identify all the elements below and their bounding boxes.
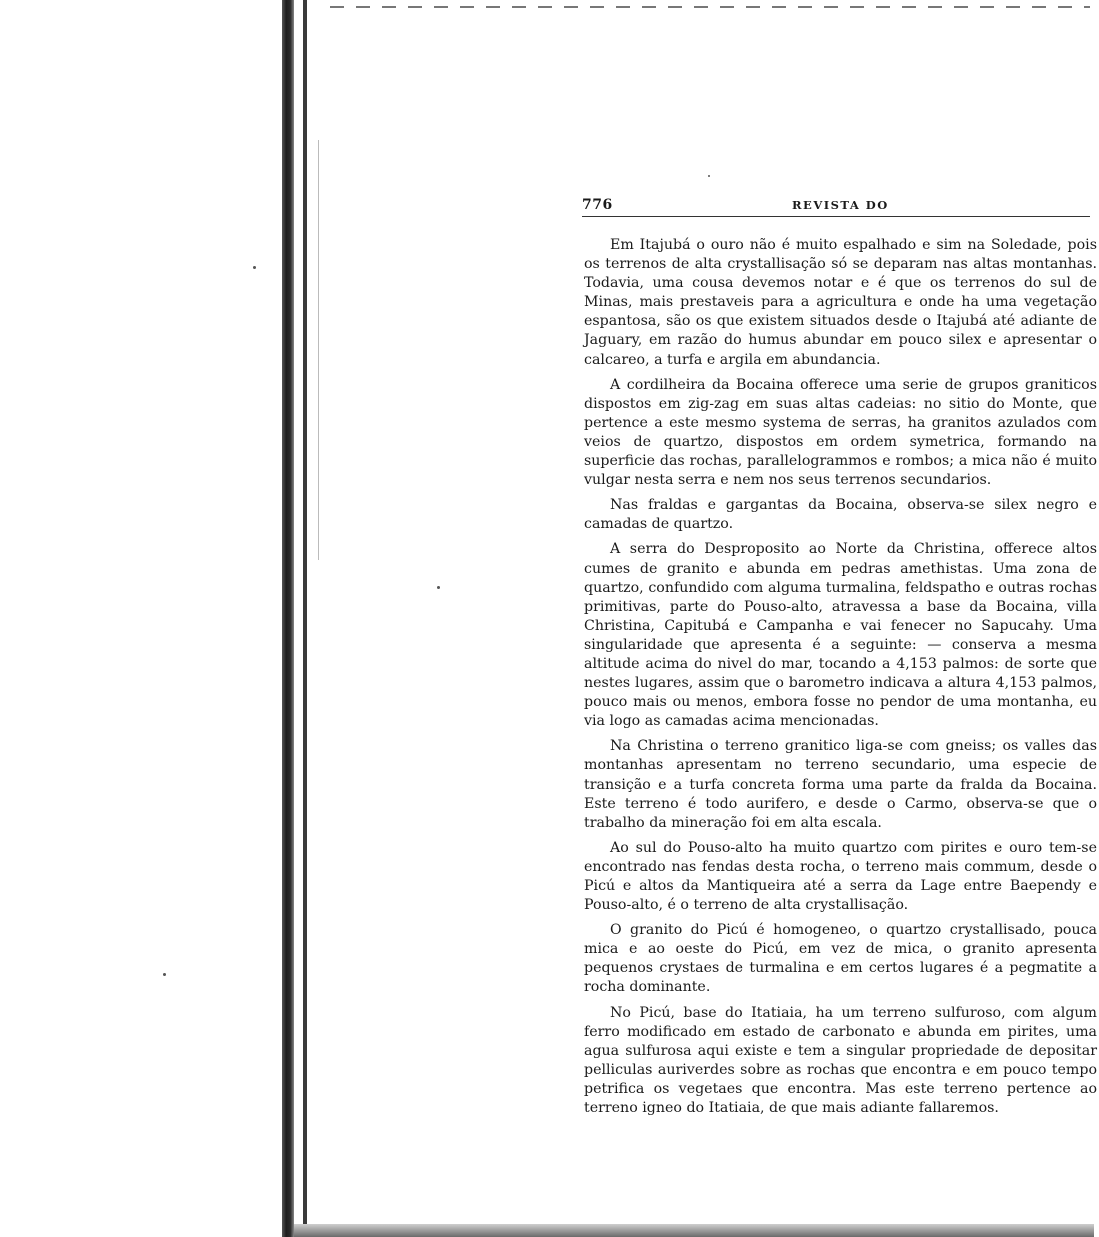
paragraph-bocaina: A cordilheira da Bocaina offerece uma serie de grupos graniticos dispostos em zig-zag em suas altas cadeias: no sitio do Monte, que pertence a este mesmo systema de serras, ha granitos azulados com veios de quartzo, dispostos em ordem symetrica, formando na superficie das rochas, parallelogrammos e rombos; a mica não é muito vulgar nesta serra e nem nos seus terrenos secundarios. [584,376,1097,489]
gutter-faint-line [318,140,319,560]
book-gutter [282,0,294,1237]
header-rule [582,216,1090,217]
running-head [582,197,1090,215]
scan-speck [163,973,166,976]
paragraph-granito-picu: O granito do Picú é homogeneo, o quartzo crystallisado, pouca mica e ao oeste do Picú, em vez de mica, o granito apresenta pequenos crystaes de turmalina e em certos lugares é a pegmatite a rocha dominante. [584,922,1097,996]
paragraph-pouso-alto: Ao sul do Pouso-alto ha muito quartzo com pirites e ouro tem-se encontrado nas fendas desta rocha, o terreno mais commum, desde o Picú e altos da Mantiqueira até a serra da Lage entre Baependy e Pouso-alto, é o terreno de alta crystallisação. [584,839,1097,914]
gutter-shadow [303,0,307,1237]
top-edge-mark [330,6,1090,8]
page-number: 776 [582,197,613,213]
paragraph-christina: Na Christina o terreno granitico liga-se com gneiss; os valles das montanhas apresentam no terreno secundario, uma especie de transição e a turfa concreta forma uma parte da fralda da Bocaina. Este terreno é todo aurifero, e desde o Carmo, observa-se que o trabalho da mineração foi em alta escala. [584,738,1097,831]
paragraph-desproposito: A serra do Desproposito ao Norte da Christina, offerece altos cumes de granito e abunda em pedras amethistas. Uma zona de quartzo, confundido com alguma turmalina, feldspatho e outras rochas primitivas, parte do Pouso-alto, atravessa a base da Bocaina, villa Christina, Capitubá e Campanha e vai fenecer no Sapucahy. Uma singularidade que apresenta é a seguinte: — conserva a mesma altitude acima do nivel do mar, tocando a 4,153 palmos: de sorte que nestes lugares, assim que o barometro indicava a altura 4,153 palmos, pouco mais ou menos, embora fosse no pendor de uma montanha, eu via logo as camadas acima mencionadas. [584,541,1097,730]
scan-speck [437,586,440,589]
paragraph-fraldas: Nas fraldas e gargantas da Bocaina, observa-se silex negro e camadas de quartzo. [584,497,1097,533]
scan-speck [708,175,710,177]
body-text [584,236,1097,1118]
paragraph-itatiaia: No Picú, base do Itatiaia, ha um terreno sulfuroso, com algum ferro modificado em estado de carbonato e abunda em pirites, uma agua sulfurosa aqui existe e tem a singular propriedade de depositar pelliculas auriverdes sobre as rochas que encontra e em pouco tempo petrifica os vegetaes que encontra. Mas este terreno pertence ao terreno igneo do Itatiaia, de que mais adiante fallaremos. [584,1004,1097,1117]
running-title: REVISTA DO [792,198,889,212]
paragraph-itajuba: Em Itajubá o ouro não é muito espalhado e sim na Soledade, pois os terrenos de alta crystallisação só se deparam nas altas montanhas. Todavia, uma cousa devemos notar e é que os terrenos do sul de Minas, mais prestaveis para a agricultura e onde ha uma vegetação espantosa, são os que existem situados desde o Itajubá até adiante de Jaguary, em razão do humus abundar em pouco silex e apresentar o calcareo, a turfa e argila em abundancia. [584,237,1097,368]
scan-speck [253,266,256,269]
bottom-edge-shadow [294,1224,1094,1237]
